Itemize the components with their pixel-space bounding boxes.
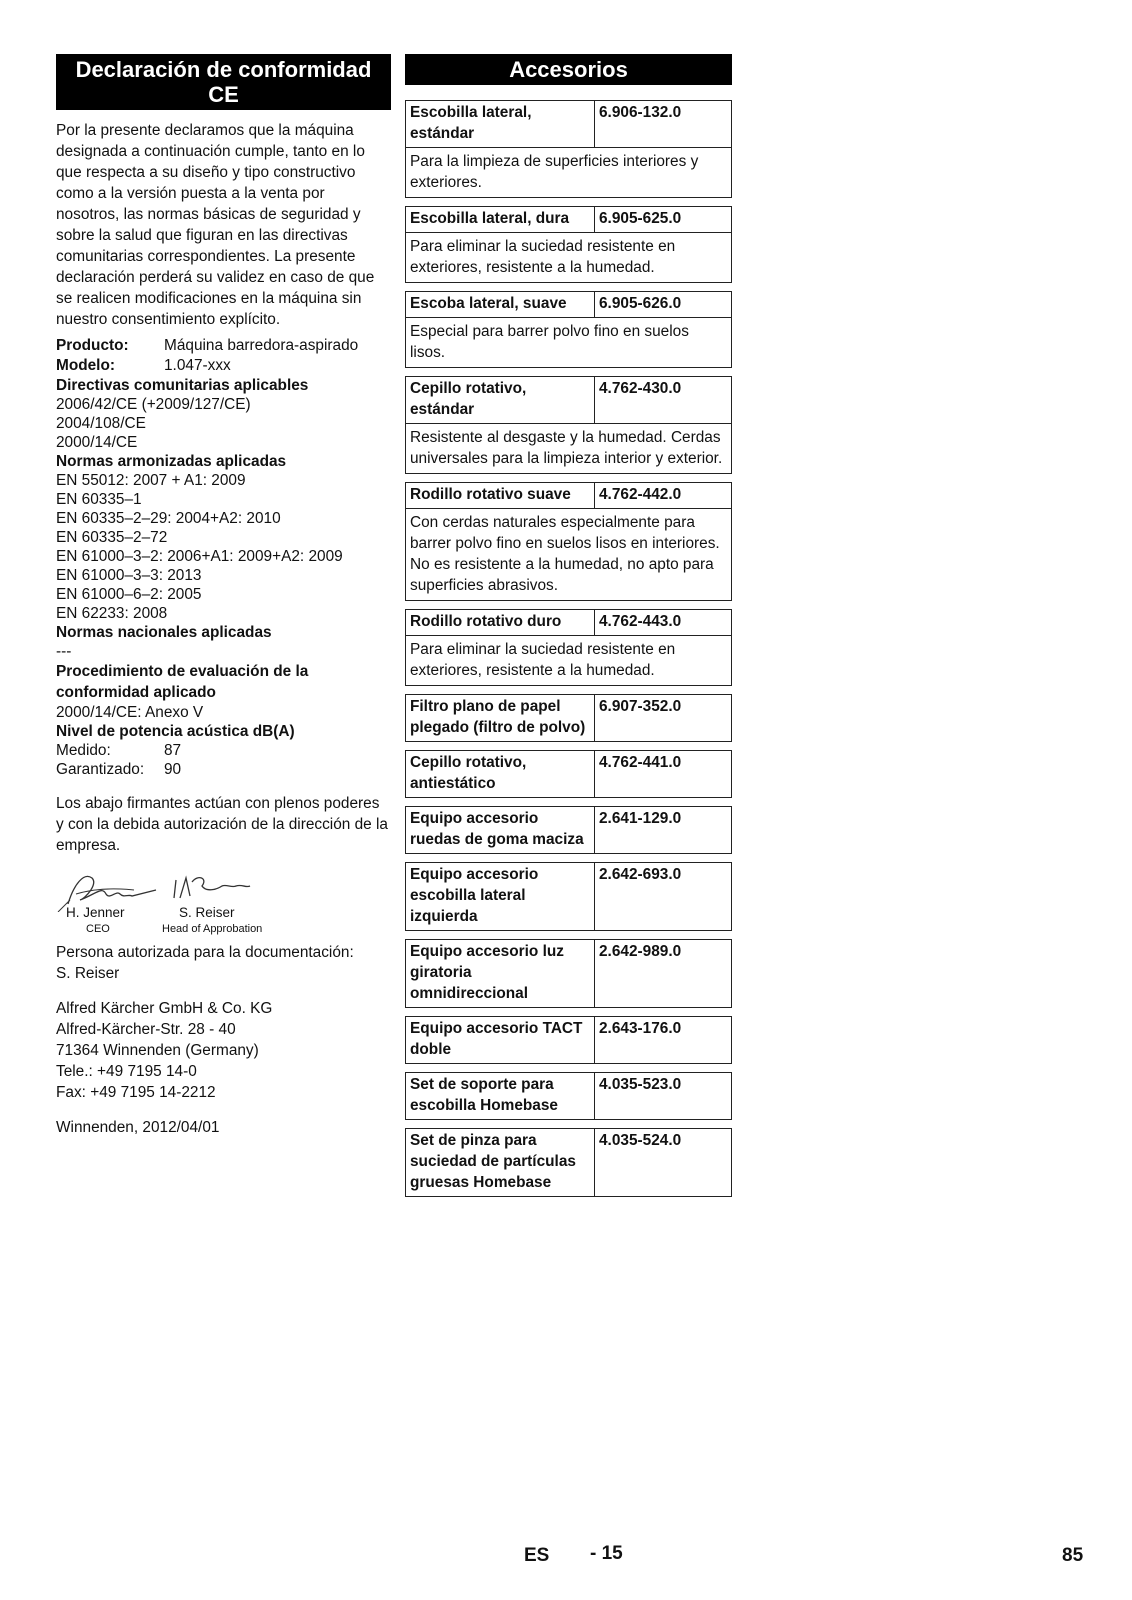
accessory-name: Equipo accesorio TACT doble [406,1017,595,1063]
accessories-list [405,100,732,1197]
product-label: Producto: [56,337,129,354]
address-line: Tele.: +49 7195 14-0 [56,1063,197,1080]
accessory-code: 6.907-352.0 [599,698,682,715]
accessory-item [405,609,732,686]
accessory-name: Escoba lateral, suave [406,292,595,317]
procedure-value: 2000/14/CE: Anexo V [56,704,204,721]
accessory-name: Cepillo rotativo, estándar [406,377,595,423]
accessory-desc: Para eliminar la suciedad resistente en exteriores, resistente a la humedad. [406,232,731,282]
address-line: Alfred-Kärcher-Str. 28 - 40 [56,1021,236,1038]
harmonized-item: EN 60335–2–29: 2004+A2: 2010 [56,510,281,527]
accessory-name: Equipo accesorio luz giratoria omnidireccional [406,940,595,1007]
accessory-code: 4.762-430.0 [599,380,682,397]
accessory-name: Equipo accesorio ruedas de goma maciza [406,807,595,853]
signer1-name: H. Jenner [66,905,125,920]
accessory-desc: Resistente al desgaste y la humedad. Cerdas universales para la limpieza interior y exterior. [406,423,731,473]
accessory-code: 6.906-132.0 [599,104,682,121]
conformity-intro: Por la presente declaramos que la máquina designada a continuación cumple, tanto en lo que respecta a su diseño y tipo constructivo como a la versión puesta a la venta por nosotros, las normas básicas de seguridad y sobre la salud que figuran en las directivas comunitarias correspondientes. La presente declaración perderá su validez en caso de que se realicen modificaciones en la máquina sin nuestro consentimiento explícito. [56,122,375,328]
guaranteed-row [56,760,391,779]
conformity-column [56,54,391,1138]
accessory-name: Cepillo rotativo, antiestático [406,751,595,797]
harmonized-title: Normas armonizadas aplicadas [56,453,287,470]
accessory-code: 4.035-524.0 [599,1132,682,1149]
accessory-item [405,1128,732,1197]
accessory-item [405,291,732,368]
accessory-item [405,100,732,198]
accessory-name: Escobilla lateral, estándar [406,101,595,147]
accessory-code: 4.762-443.0 [599,613,682,630]
accessory-code: 6.905-626.0 [599,295,682,312]
accessory-desc: Especial para barrer polvo fino en suelos lisos. [406,317,731,367]
accessory-item [405,806,732,854]
accessory-item [405,206,732,283]
product-row [56,336,391,356]
guaranteed-label: Garantizado: [56,761,145,778]
accessory-code: 4.035-523.0 [599,1076,682,1093]
harmonized-item: EN 61000–6–2: 2005 [56,586,202,603]
measured-value: 87 [164,742,182,759]
accessories-column [405,54,732,1197]
harmonized-item: EN 60335–2–72 [56,529,168,546]
accessory-code: 2.642-989.0 [599,943,682,960]
accessory-item [405,694,732,742]
harmonized-item: EN 60335–1 [56,491,142,508]
harmonized-item: EN 61000–3–2: 2006+A1: 2009+A2: 2009 [56,548,343,565]
conformity-title: Declaración de conformidad CE [56,54,391,110]
address-line: Alfred Kärcher GmbH & Co. KG [56,1000,273,1017]
directive-item: 2006/42/CE (+2009/127/CE) [56,396,251,413]
accessory-item [405,1072,732,1120]
accessory-desc: Con cerdas naturales especialmente para barrer polvo fino en suelos lisos en interiores. No es resistente a la humedad, no apto para superficies abrasivos. [406,508,731,600]
signers-text: Los abajo firmantes actúan con plenos poderes y con la debida autorización de la dirección de la empresa. [56,795,388,854]
model-value: 1.047-xxx [164,357,231,374]
accessory-item [405,482,732,601]
sound-title: Nivel de potencia acústica dB(A) [56,723,295,740]
accessory-name: Rodillo rotativo duro [406,610,595,635]
accessory-name: Set de pinza para suciedad de partículas gruesas Homebase [406,1129,595,1196]
accessory-item [405,376,732,474]
accessory-code: 2.641-129.0 [599,810,682,827]
accessory-code: 2.642-693.0 [599,866,682,883]
doc-person: S. Reiser [56,965,120,982]
address-line: 71364 Winnenden (Germany) [56,1042,259,1059]
model-row [56,356,391,376]
footer-page-number: - 15 [590,1543,623,1564]
measured-label: Medido: [56,742,111,759]
doc-person-label: Persona autorizada para la documentación: [56,944,354,961]
place-date: Winnenden, 2012/04/01 [56,1119,220,1136]
accessory-desc: Para eliminar la suciedad resistente en exteriores, resistente a la humedad. [406,635,731,685]
footer-total-page: 85 [1062,1545,1084,1566]
accessory-name: Escobilla lateral, dura [406,207,595,232]
product-value: Máquina barredora-aspirado [164,337,359,354]
measured-row [56,741,391,760]
accessory-desc: Para la limpieza de superficies interiores y exteriores. [406,147,731,197]
harmonized-item: EN 62233: 2008 [56,605,168,622]
accessory-name: Filtro plano de papel plegado (filtro de polvo) [406,695,595,741]
directives-title: Directivas comunitarias aplicables [56,377,309,394]
directive-item: 2004/108/CE [56,415,146,432]
accessories-title: Accesorios [405,54,732,85]
directive-item: 2000/14/CE [56,434,138,451]
signature-block [56,864,391,942]
harmonized-item: EN 55012: 2007 + A1: 2009 [56,472,246,489]
model-label: Modelo: [56,357,115,374]
accessory-code: 4.762-442.0 [599,486,682,503]
signer1-role: CEO [86,923,110,935]
accessory-item [405,750,732,798]
accessory-item [405,862,732,931]
accessory-item [405,939,732,1008]
accessory-name: Set de soporte para escobilla Homebase [406,1073,595,1119]
address-line: Fax: +49 7195 14-2212 [56,1084,216,1101]
signer2-name: S. Reiser [179,905,235,920]
accessory-code: 6.905-625.0 [599,210,682,227]
accessory-name: Equipo accesorio escobilla lateral izquierda [406,863,595,930]
footer-language: ES [524,1545,550,1566]
accessory-code: 2.643-176.0 [599,1020,682,1037]
harmonized-item: EN 61000–3–3: 2013 [56,567,202,584]
accessory-code: 4.762-441.0 [599,754,682,771]
signer2-role: Head of Approbation [162,923,263,935]
accessory-item [405,1016,732,1064]
guaranteed-value: 90 [164,761,182,778]
procedure-title: Procedimiento de evaluación de la conformidad aplicado [56,663,309,701]
national-title: Normas nacionales aplicadas [56,624,272,641]
national-value: --- [56,643,72,660]
accessory-name: Rodillo rotativo suave [406,483,595,508]
